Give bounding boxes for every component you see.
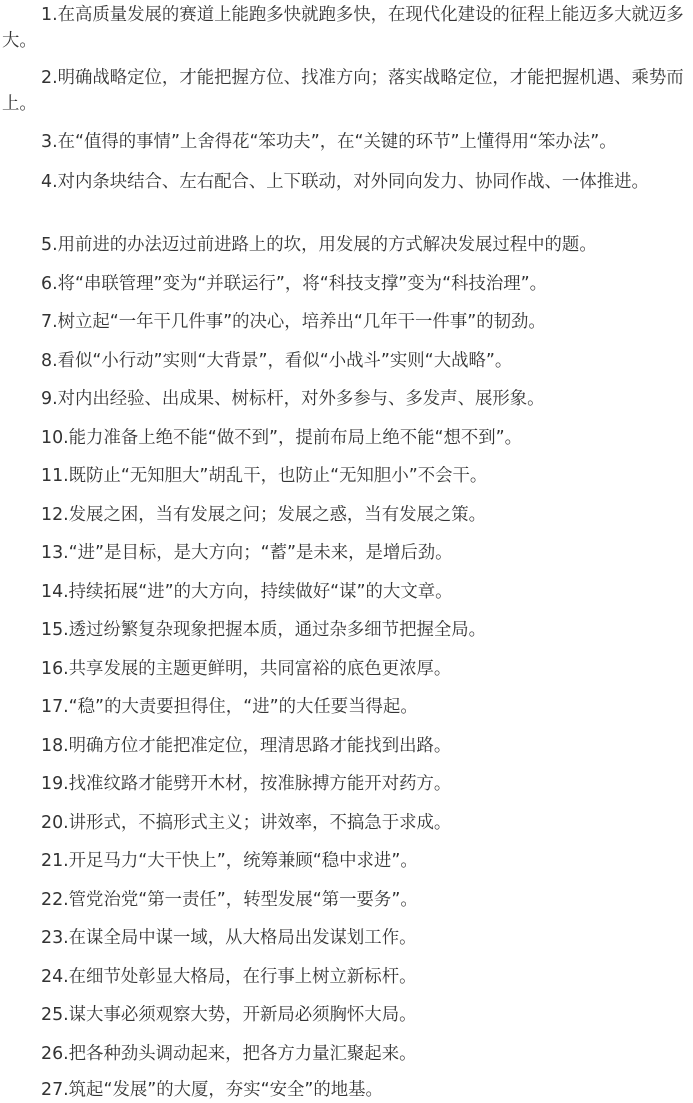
- paragraph-6: 6.将“串联管理”变为“并联运行”，将“科技支撑”变为“科技治理”。: [41, 274, 548, 294]
- paragraph-7: 7.树立起“一年干几件事”的决心，培养出“几年干一件事”的韧劲。: [41, 312, 546, 332]
- paragraph-23: 23.在谋全局中谋一域，从大格局出发谋划工作。: [41, 928, 417, 948]
- paragraph-21: 21.开足马力“大干快上”，统筹兼顾“稳中求进”。: [41, 851, 418, 871]
- paragraph-26: 26.把各种劲头调动起来，把各方力量汇聚起来。: [41, 1044, 417, 1064]
- paragraph-9: 9.对内出经验、出成果、树标杆，对外多参与、多发声、展形象。: [41, 389, 545, 409]
- paragraph-27: 27.筑起“发展”的大厦，夯实“安全”的地基。: [41, 1080, 383, 1100]
- paragraph-19: 19.找准纹路才能劈开木材，按准脉搏方能开对药方。: [41, 774, 452, 794]
- paragraph-2: 2.明确战略定位，才能把握方位、找准方向；落实战略定位，才能把握机遇、乘势而上。: [2, 68, 684, 114]
- paragraph-20: 20.讲形式，不搞形式主义；讲效率，不搞急于求成。: [41, 813, 452, 833]
- paragraph-10: 10.能力准备上绝不能“做不到”，提前布局上绝不能“想不到”。: [41, 428, 523, 448]
- paragraph-22: 22.管党治党“第一责任”，转型发展“第一要务”。: [41, 890, 418, 910]
- paragraph-1: 1.在高质量发展的赛道上能跑多快就跑多快，在现代化建设的征程上能迈多大就迈多大。: [2, 5, 684, 51]
- paragraph-3: 3.在“值得的事情”上舍得花“笨功夫”，在“关键的环节”上懂得用“笨办法”。: [41, 132, 617, 152]
- paragraph-24: 24.在细节处彰显大格局，在行事上树立新标杆。: [41, 967, 417, 987]
- paragraph-14: 14.持续拓展“进”的大方向，持续做好“谋”的大文章。: [41, 582, 453, 602]
- paragraph-4: 4.对内条块结合、左右配合、上下联动，对外同向发力、协同作战、一体推进。: [41, 172, 649, 192]
- paragraph-8: 8.看似“小行动”实则“大背景”，看似“小战斗”实则“大战略”。: [41, 351, 513, 371]
- paragraph-11: 11.既防止“无知胆大”胡乱干，也防止“无知胆小”不会干。: [41, 466, 488, 486]
- paragraph-5: 5.用前进的办法迈过前进路上的坎，用发展的方式解决发展过程中的题。: [41, 235, 597, 255]
- paragraph-15: 15.透过纷繁复杂现象把握本质，通过杂多细节把握全局。: [41, 620, 487, 640]
- paragraph-25: 25.谋大事必须观察大势，开新局必须胸怀大局。: [41, 1005, 417, 1025]
- paragraph-16: 16.共享发展的主题更鲜明，共同富裕的底色更浓厚。: [41, 659, 452, 679]
- paragraph-12: 12.发展之困，当有发展之问；发展之惑，当有发展之策。: [41, 505, 487, 525]
- paragraph-17: 17.“稳”的大责要担得住，“进”的大任要当得起。: [41, 697, 418, 717]
- paragraph-13: 13.“进”是目标，是大方向；“蓄”是未来，是增后劲。: [41, 543, 453, 563]
- paragraph-18: 18.明确方位才能把准定位，理清思路才能找到出路。: [41, 736, 452, 756]
